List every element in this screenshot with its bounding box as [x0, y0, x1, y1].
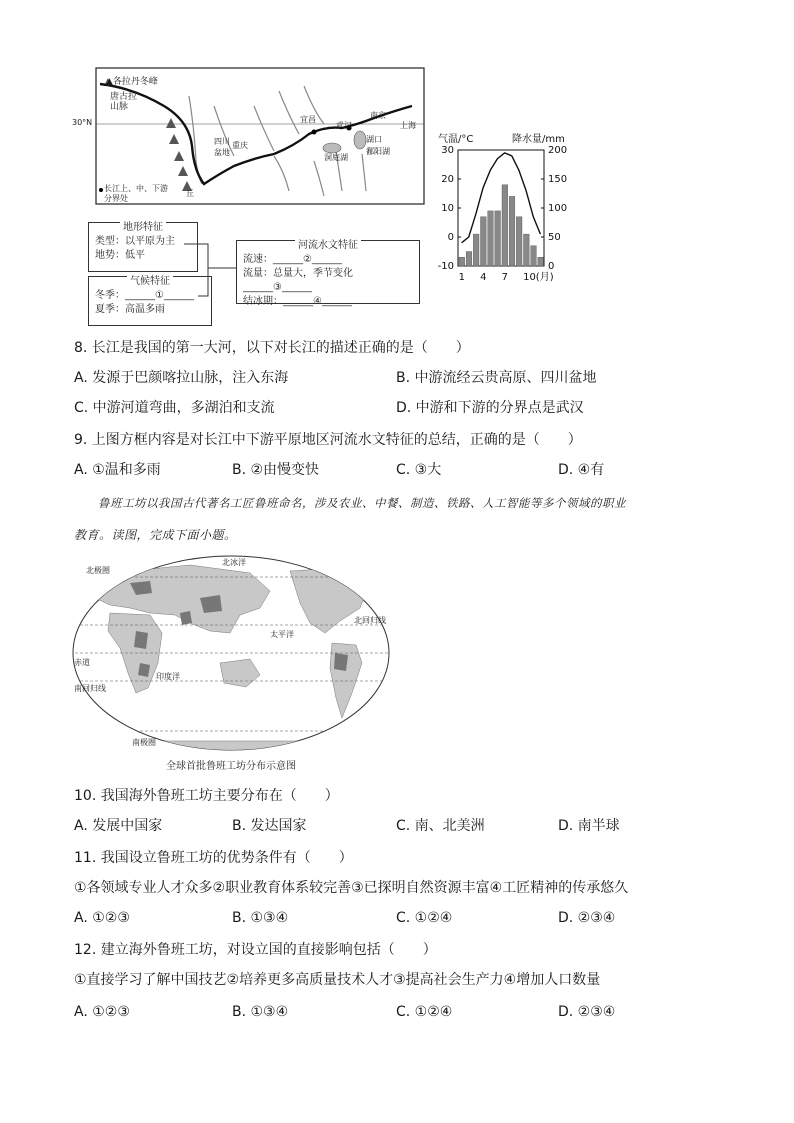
map-label-dongting: 洞庭湖	[324, 153, 348, 162]
chart-ylabel-right: 降水量/mm	[512, 134, 565, 145]
q10-option-a[interactable]: A. 发展中国家	[74, 818, 163, 834]
chart-right-tick: 100	[548, 203, 568, 214]
chart-left-tick: 10	[441, 203, 454, 214]
wm-caption: 全球首批鲁班工坊分布示意图	[166, 761, 296, 772]
map-label-yichang: 宜昌	[300, 115, 316, 124]
hydro-line-2: 流量：总量大，季节变化______③______	[243, 268, 353, 293]
q11-option-a[interactable]: A. ①②③	[74, 910, 130, 926]
map-label-sichuan: 四川 盆地	[214, 137, 230, 157]
precip-bar	[466, 252, 472, 267]
q10-stem: 10. 我国海外鲁班工坊主要分布在（ ）	[74, 788, 339, 804]
q12-option-d[interactable]: D. ②③④	[558, 1004, 616, 1020]
latitude-label: 30°N	[72, 118, 93, 127]
q12-items: ①直接学习了解中国技艺②培养更多高质量技术人才③提高社会生产力④增加人口数量	[74, 972, 601, 988]
precip-bar	[473, 234, 479, 266]
yangtze-map	[74, 66, 426, 206]
map-label-source: ▲各拉丹冬峰	[106, 77, 158, 87]
wm-label-tropic-n: 北回归线	[354, 616, 386, 625]
q12-option-a[interactable]: A. ①②③	[74, 1004, 130, 1020]
precip-bar	[531, 246, 537, 266]
wm-label-indian: 印度洋	[156, 672, 180, 681]
q9-option-d[interactable]: D. ④有	[558, 462, 605, 478]
climate-chart	[436, 130, 576, 290]
wm-label-antarctic-circle: 南极圈	[132, 738, 156, 747]
q8-option-b[interactable]: B. 中游流经云贵高原、四川盆地	[396, 370, 597, 386]
q12-option-c[interactable]: C. ①②④	[396, 1004, 453, 1020]
precip-bar	[538, 257, 544, 266]
wm-label-pacific: 太平洋	[270, 630, 294, 639]
climate-chart-svg	[436, 130, 576, 290]
chart-x-tick: 4	[480, 272, 487, 283]
chart-x-tick: 1	[458, 272, 465, 283]
chart-x-tick: 7	[501, 272, 508, 283]
hydro-line-1: 流速：______②______	[243, 254, 342, 265]
q10-option-d[interactable]: D. 南半球	[558, 818, 620, 834]
precip-bar	[516, 217, 522, 266]
q9-stem: 9. 上图方框内容是对长江中下游平原地区河流水文特征的总结，正确的是（ ）	[74, 432, 582, 448]
map-label-chongqing: 重庆	[232, 141, 248, 150]
q11-option-b[interactable]: B. ①③④	[232, 910, 289, 926]
terrain-title: 地形特征	[120, 222, 166, 233]
precip-bar	[481, 217, 487, 266]
q12-stem: 12. 建立海外鲁班工坊，对设立国的直接影响包括（ ）	[74, 942, 437, 958]
chart-left-tick: -10	[437, 261, 454, 272]
hydro-line-3: 结冰期：______④______	[243, 296, 352, 307]
precip-bar	[509, 196, 515, 266]
chart-right-tick: 200	[548, 145, 568, 156]
precip-bar	[495, 211, 501, 266]
chart-left-tick: 30	[441, 145, 454, 156]
chart-x-tick: 10(月)	[523, 272, 554, 283]
map-label-yungui: 丘	[186, 189, 194, 198]
map-label-tanggula: 唐古拉山脉	[110, 92, 138, 112]
q8-option-c[interactable]: C. 中游河道弯曲，多湖泊和支流	[74, 400, 275, 416]
map-label-wuhan: 武汉	[336, 121, 352, 130]
q9-option-a[interactable]: A. ①温和多雨	[74, 462, 161, 478]
map-label-hukou: 湖口	[366, 135, 382, 144]
precip-bar	[524, 234, 530, 266]
q11-option-c[interactable]: C. ①②④	[396, 910, 453, 926]
world-map	[70, 553, 392, 772]
q9-option-b[interactable]: B. ②由慢变快	[232, 462, 320, 478]
chart-right-tick: 0	[548, 261, 555, 272]
box-connector	[184, 240, 238, 300]
q8-option-a[interactable]: A. 发源于巴颜喀拉山脉，注入东海	[74, 370, 289, 386]
terrain-line-1: 类型：以平原为主	[95, 236, 175, 247]
temperature-line	[462, 153, 541, 243]
q10-option-c[interactable]: C. 南、北美洲	[396, 818, 485, 834]
climate-title: 气候特征	[127, 276, 173, 287]
wm-label-arctic-circle: 北极圈	[86, 566, 110, 575]
wm-label-equator: 赤道	[74, 658, 90, 667]
hydro-box	[236, 240, 420, 307]
wm-label-arctic: 北冰洋	[222, 558, 246, 567]
q11-option-d[interactable]: D. ②③④	[558, 910, 616, 926]
q12-option-b[interactable]: B. ①③④	[232, 1004, 289, 1020]
chart-ylabel-left: 气温/°C	[438, 134, 474, 145]
map-label-shanghai: 上海	[400, 121, 416, 130]
intro-line-2: 教育。读图，完成下面小题。	[74, 528, 237, 542]
map-label-nanjing: 南京	[370, 111, 386, 120]
wm-label-tropic-s: 南回归线	[74, 684, 106, 693]
chart-right-tick: 150	[548, 174, 568, 185]
world-map-drawing	[70, 553, 392, 753]
terrain-line-2: 地势：低平	[95, 250, 145, 261]
climate-line-1: 冬季：______①______	[95, 290, 194, 301]
q8-stem: 8. 长江是我国的第一大河，以下对长江的描述正确的是（ ）	[74, 340, 470, 356]
chart-left-tick: 20	[441, 174, 454, 185]
map-label-poyang: 鄱阳湖	[366, 147, 390, 156]
precip-bar	[459, 257, 465, 266]
precip-bar	[502, 185, 508, 266]
q8-option-d[interactable]: D. 中游和下游的分界点是武汉	[396, 400, 584, 416]
hydro-title: 河流水文特征	[295, 240, 361, 251]
chart-left-tick: 0	[447, 232, 454, 243]
q11-stem: 11. 我国设立鲁班工坊的优势条件有（ ）	[74, 850, 353, 866]
precip-bar	[488, 211, 494, 266]
terrain-box	[88, 222, 198, 272]
q9-option-c[interactable]: C. ③大	[396, 462, 442, 478]
chart-right-tick: 50	[548, 232, 561, 243]
q11-items: ①各领域专业人才众多②职业教育体系较完善③已探明自然资源丰富④工匠精神的传承悠久	[74, 880, 629, 896]
climate-line-2: 夏季：高温多雨	[95, 304, 165, 315]
map-legend: 长江上、中、下游分界处	[104, 184, 168, 203]
intro-line-1: 鲁班工坊以我国古代著名工匠鲁班命名，涉及农业、中餐、制造、铁路、人工智能等多个领域的职业	[98, 496, 626, 510]
q10-option-b[interactable]: B. 发达国家	[232, 818, 307, 834]
